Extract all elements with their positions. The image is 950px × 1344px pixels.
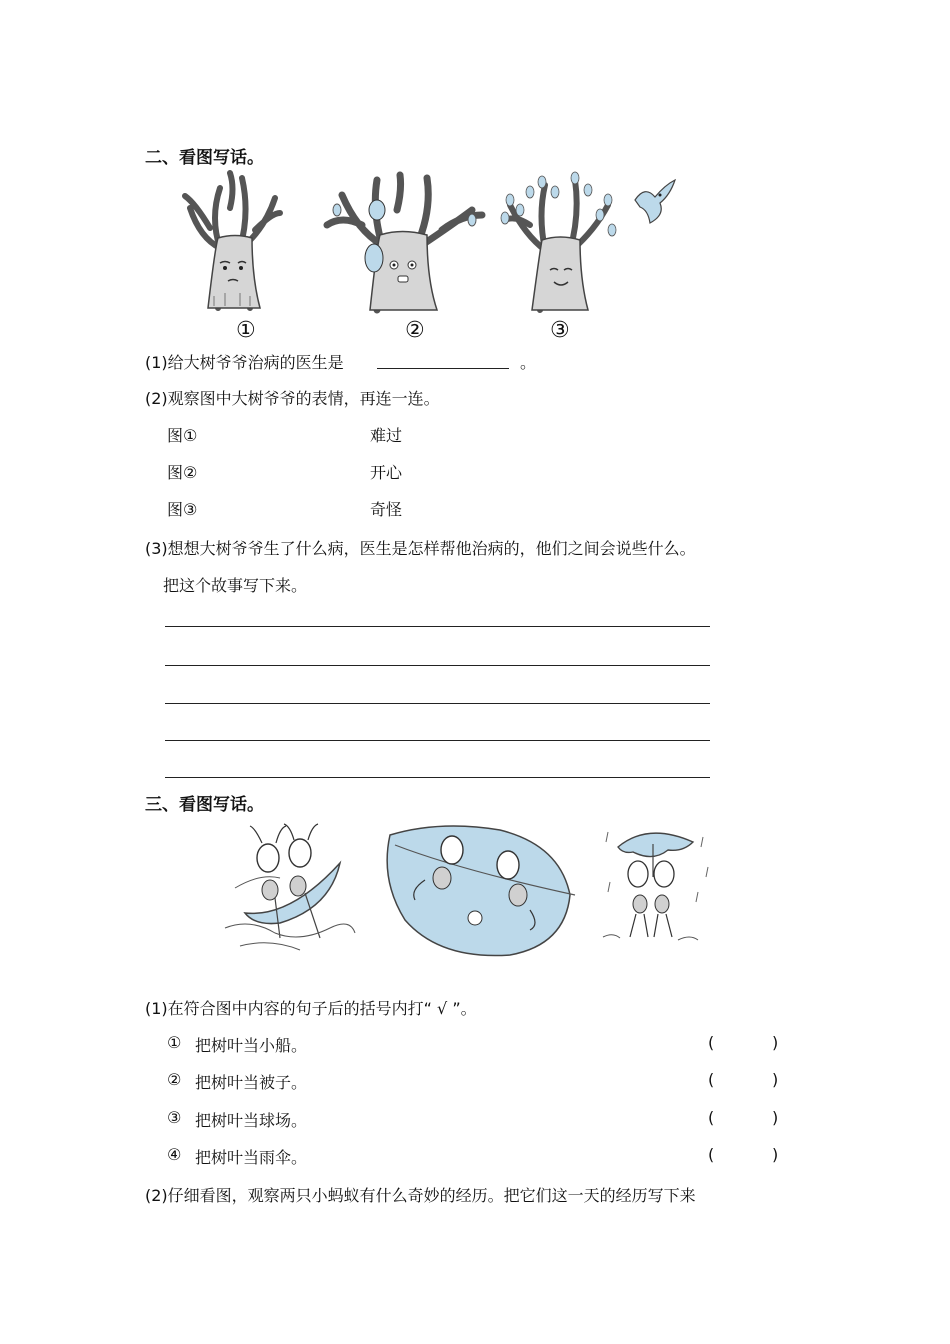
choice-num-3: ③ — [167, 1108, 182, 1127]
choice-answer-box-2[interactable] — [720, 1070, 770, 1090]
tree-woodpecker-illustration — [322, 170, 487, 315]
s2-question-1: (1)给大树爷爷治病的医生是 — [145, 353, 344, 372]
choice-num-4: ④ — [167, 1145, 182, 1164]
section3-heading: 三、看图写话。 — [145, 795, 264, 815]
s2-question-3-line1: (3)想想大树爷爷生了什么病，医生是怎样帮他治病的，他们之间会说些什么。 — [145, 539, 696, 558]
s3-question-2: (2)仔细看图，观察两只小蚂蚁有什么奇妙的经历。把它们这一天的经历写下来 — [145, 1186, 696, 1205]
choice-text-2: 把树叶当被子。 — [195, 1073, 308, 1092]
match-right-1[interactable]: 难过 — [370, 426, 403, 445]
match-left-1[interactable]: 图① — [167, 426, 198, 445]
ants-leaf-field-illustration — [380, 820, 580, 960]
choice-paren-open-2: ( — [708, 1070, 715, 1089]
choice-text-4: 把树叶当雨伞。 — [195, 1148, 308, 1167]
choice-paren-close-4: ) — [772, 1145, 779, 1164]
story-writing-line[interactable] — [165, 740, 710, 741]
s2-question-3-line2: 把这个故事写下来。 — [163, 576, 308, 595]
choice-text-3: 把树叶当球场。 — [195, 1111, 308, 1130]
choice-paren-open-3: ( — [708, 1108, 715, 1127]
s3-question-1: (1)在符合图中内容的句子后的括号内打“ √ ”。 — [145, 999, 477, 1018]
s2-question-1-end: 。 — [520, 353, 537, 372]
doctor-answer-blank[interactable] — [377, 368, 509, 369]
choice-answer-box-4[interactable] — [720, 1145, 770, 1165]
match-right-3[interactable]: 奇怪 — [370, 500, 403, 519]
story-writing-line[interactable] — [165, 665, 710, 666]
story-writing-line[interactable] — [165, 777, 710, 778]
match-left-3[interactable]: 图③ — [167, 500, 198, 519]
picture-label-2: ② — [405, 318, 425, 343]
ants-leaf-boat-illustration — [220, 818, 360, 958]
tree-sad-illustration — [180, 168, 290, 313]
match-left-2[interactable]: 图② — [167, 463, 198, 482]
flying-bird-illustration — [630, 175, 685, 230]
section2-heading: 二、看图写话。 — [145, 148, 264, 168]
picture-label-1: ① — [236, 318, 256, 343]
choice-num-1: ① — [167, 1033, 182, 1052]
ants-leaf-umbrella-illustration — [598, 822, 718, 952]
choice-answer-box-1[interactable] — [720, 1033, 770, 1053]
picture-label-3: ③ — [550, 318, 570, 343]
choice-paren-close-1: ) — [772, 1033, 779, 1052]
choice-paren-open-1: ( — [708, 1033, 715, 1052]
choice-num-2: ② — [167, 1070, 182, 1089]
choice-paren-close-3: ) — [772, 1108, 779, 1127]
choice-answer-box-3[interactable] — [720, 1108, 770, 1128]
match-right-2[interactable]: 开心 — [370, 463, 403, 482]
s2-question-2: (2)观察图中大树爷爷的表情，再连一连。 — [145, 389, 440, 408]
choice-text-1: 把树叶当小船。 — [195, 1036, 308, 1055]
story-writing-line[interactable] — [165, 703, 710, 704]
tree-happy-illustration — [500, 170, 620, 315]
story-writing-line[interactable] — [165, 626, 710, 627]
choice-paren-open-4: ( — [708, 1145, 715, 1164]
choice-paren-close-2: ) — [772, 1070, 779, 1089]
